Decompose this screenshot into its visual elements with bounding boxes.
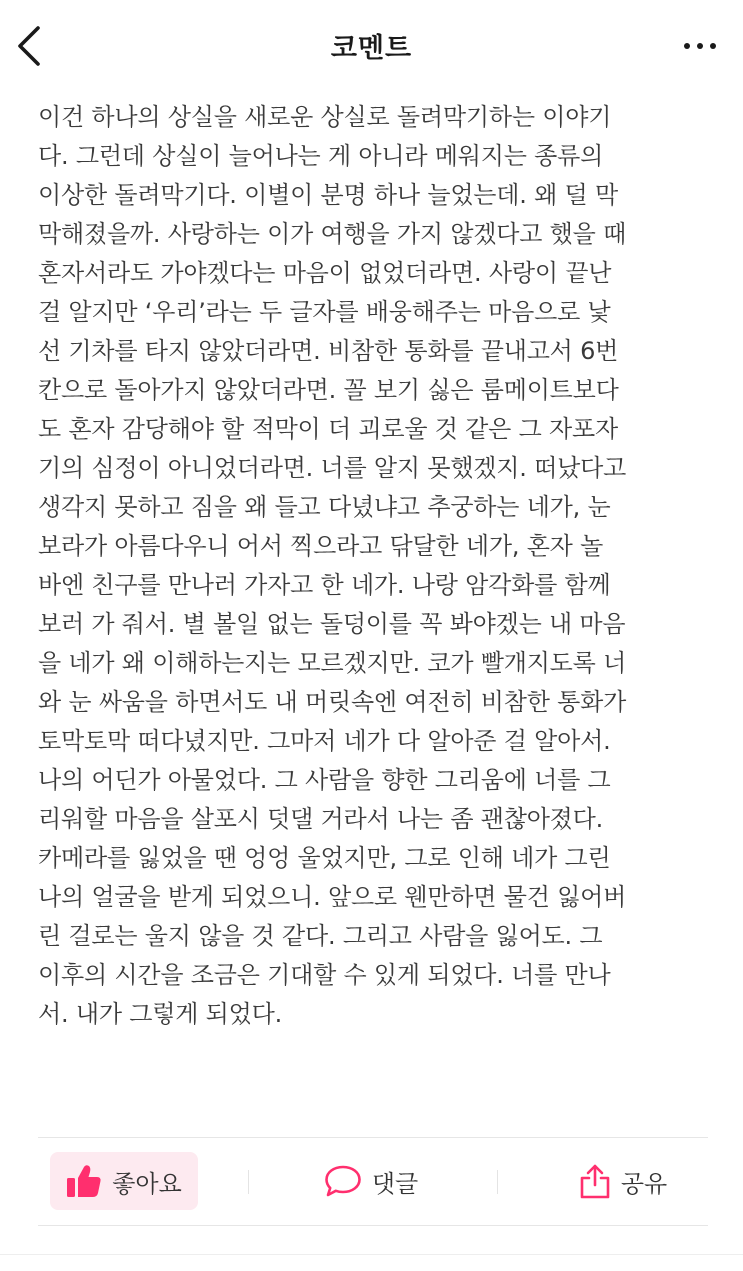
thumbs-up-icon bbox=[66, 1164, 102, 1198]
like-button[interactable] bbox=[50, 1152, 198, 1210]
comment-button[interactable] bbox=[306, 1152, 436, 1210]
action-separator bbox=[497, 1170, 498, 1194]
share-button[interactable] bbox=[558, 1152, 688, 1210]
bottom-edge bbox=[0, 1254, 743, 1255]
more-horizontal-icon bbox=[677, 28, 723, 64]
like-label: 좋아요 bbox=[112, 1169, 182, 1198]
more-options-button[interactable] bbox=[677, 28, 723, 64]
page-title: 코멘트 bbox=[330, 33, 413, 64]
action-separator bbox=[248, 1170, 249, 1194]
speech-bubble-icon bbox=[324, 1164, 362, 1198]
share-icon bbox=[579, 1163, 611, 1199]
divider bbox=[38, 1225, 708, 1226]
action-bar bbox=[38, 1138, 708, 1225]
top-bar bbox=[0, 0, 743, 92]
comment-label: 댓글 bbox=[371, 1169, 419, 1198]
share-label: 공유 bbox=[620, 1169, 668, 1198]
comment-body: 이건 하나의 상실을 새로운 상실로 돌려막기하는 이야기 다. 그런데 상실이 늘어나는 게 아니라 메워지는 종류의 이상한 돌려막기다. 이별이 분명 하나 늘었는데. 왜 덜 막 막해졌을까. 사랑하는 이가 여행을 가지 않겠다고 했을 때 혼자서라도 가야겠다는 마음이 없었더라면. 사랑이 끝난 걸 알지만 ‘우리’라는 두 글자를 배웅해주는 마음으로 낯 선 기차를 타지 않았더라면. 비참한 통화를 끝내고서 6번 칸으로 돌아가지 않았더라면. 꼴 보기 싫은 룸메이트보다 도 혼자 감당해야 할 적막이 더 괴로울 것 같은 그 자포자 기의 심정이 아니었더라면. 너를 알지 못했겠지. 떠났다고 생각지 못하고 짐을 왜 들고 다녔냐고 추궁하는 네가, 눈 보라가 아름다우니 어서 찍으라고 닦달한 네가, 혼자 놀 바엔 친구를 만나러 가자고 한 네가. 나랑 암각화를 함께 보러 가 줘서. 별 볼일 없는 돌덩이를 꼭 봐야겠는 내 마음 을 네가 왜 이해하는지는 모르겠지만. 코가 빨개지도록 너 와 눈 싸움을 하면서도 내 머릿속엔 여전히 비참한 통화가 토막토막 떠다녔지만. 그마저 네가 다 알아준 걸 알아서. 나의 어딘가 아물었다. 그 사람을 향한 그리움에 너를 그 리워할 마음을 살포시 덧댈 거라서 나는 좀 괜찮아졌다. 카메라를 잃었을 땐 엉엉 울었지만, 그로 인해 네가 그린 나의 얼굴을 받게 되었으니. 앞으로 웬만하면 물건 잃어버 린 걸로는 울지 않을 것 같다. 그리고 사람을 잃어도. 그 이후의 시간을 조금은 기대할 수 있게 되었다. 너를 만나 서. 내가 그렇게 되었다. bbox=[38, 103, 627, 1028]
